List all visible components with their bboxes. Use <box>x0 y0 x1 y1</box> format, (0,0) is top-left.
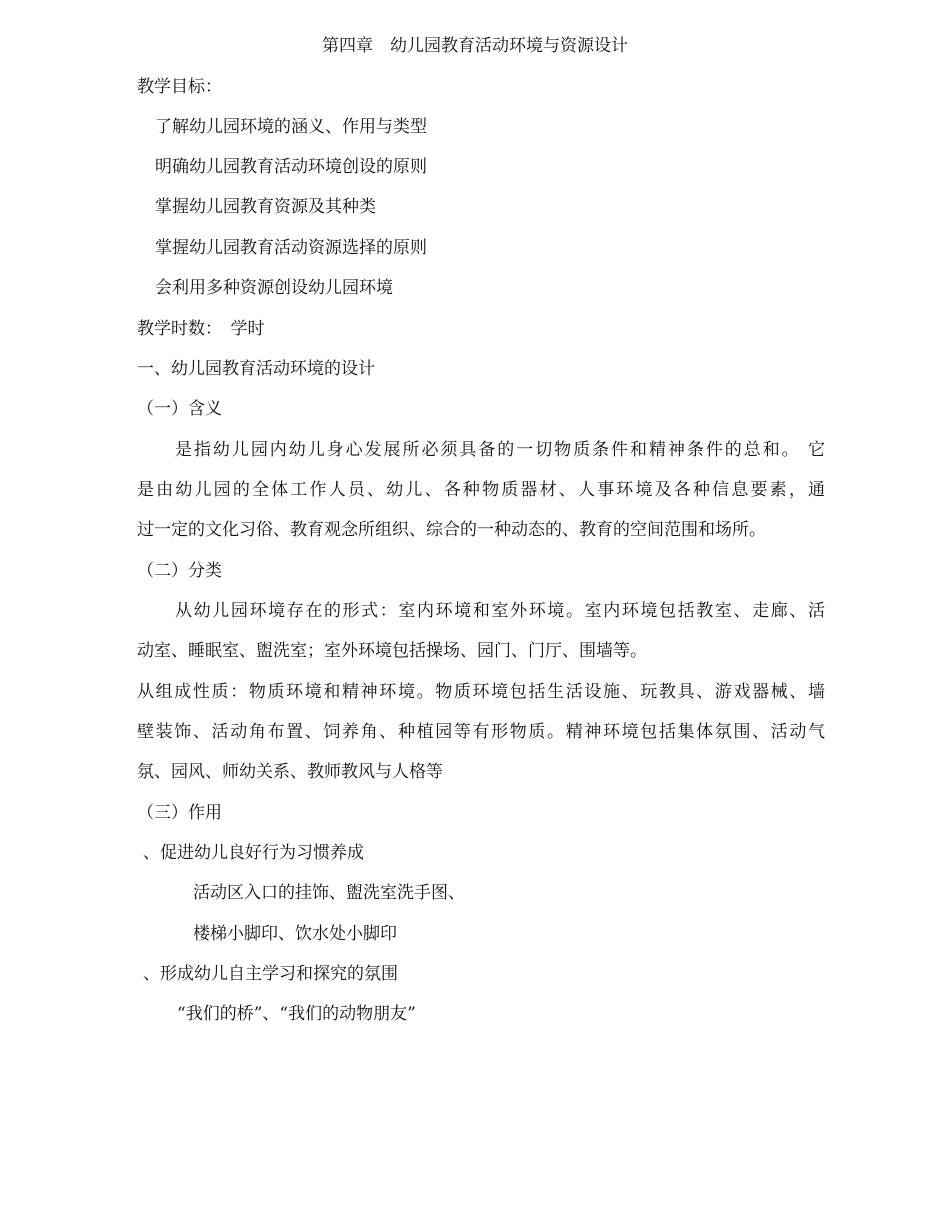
function-example: 活动区入口的挂饰、盥洗室洗手图、 <box>193 883 465 903</box>
function-item: 、形成幼儿自主学习和探究的氛围 <box>143 964 398 984</box>
objective-item: 掌握幼儿园教育资源及其种类 <box>155 197 376 217</box>
objectives-heading: 教学目标： <box>137 77 222 97</box>
classification-line: 壁装饰、活动角布置、饲养角、种植园等有形物质。精神环境包括集体氛围、活动气 <box>137 722 825 742</box>
subsection-heading-classification: （二）分类 <box>137 561 222 581</box>
function-example: “我们的桥”、“我们的动物朋友” <box>177 1004 416 1024</box>
classification-line: 从幼儿园环境存在的形式：室内环境和室外环境。室内环境包括教室、走廊、活 <box>175 601 825 621</box>
function-item: 、促进幼儿良好行为习惯养成 <box>143 843 364 863</box>
chapter-title: 第四章 幼儿园教育活动环境与资源设计 <box>322 36 628 56</box>
objective-item: 掌握幼儿园教育活动资源选择的原则 <box>155 238 427 258</box>
objective-item: 会利用多种资源创设幼儿园环境 <box>155 278 393 298</box>
objective-item: 明确幼儿园教育活动环境创设的原则 <box>155 157 427 177</box>
classification-line: 从组成性质：物质环境和精神环境。物质环境包括生活设施、玩教具、游戏器械、墙 <box>137 682 825 702</box>
teaching-hours: 教学时数： 学时 <box>137 319 265 339</box>
definition-line: 是指幼儿园内幼儿身心发展所必须具备的一切物质条件和精神条件的总和。 它 <box>175 440 825 460</box>
subsection-heading-function: （三）作用 <box>137 803 222 823</box>
subsection-heading-definition: （一）含义 <box>137 399 222 419</box>
classification-line: 氛、园风、师幼关系、教师教风与人格等 <box>137 762 443 782</box>
section-heading: 一、幼儿园教育活动环境的设计 <box>137 359 375 379</box>
function-example: 楼梯小脚印、饮水处小脚印 <box>193 924 397 944</box>
definition-line: 是由幼儿园的全体工作人员、幼儿、各种物质器材、人事环境及各种信息要素，通 <box>137 480 825 500</box>
objective-item: 了解幼儿园环境的涵义、作用与类型 <box>155 117 427 137</box>
classification-line: 动室、睡眠室、盥洗室；室外环境包括操场、园门、门厅、围墙等。 <box>137 641 647 661</box>
definition-line: 过一定的文化习俗、教育观念所组织、综合的一种动态的、教育的空间范围和场所。 <box>137 520 766 540</box>
